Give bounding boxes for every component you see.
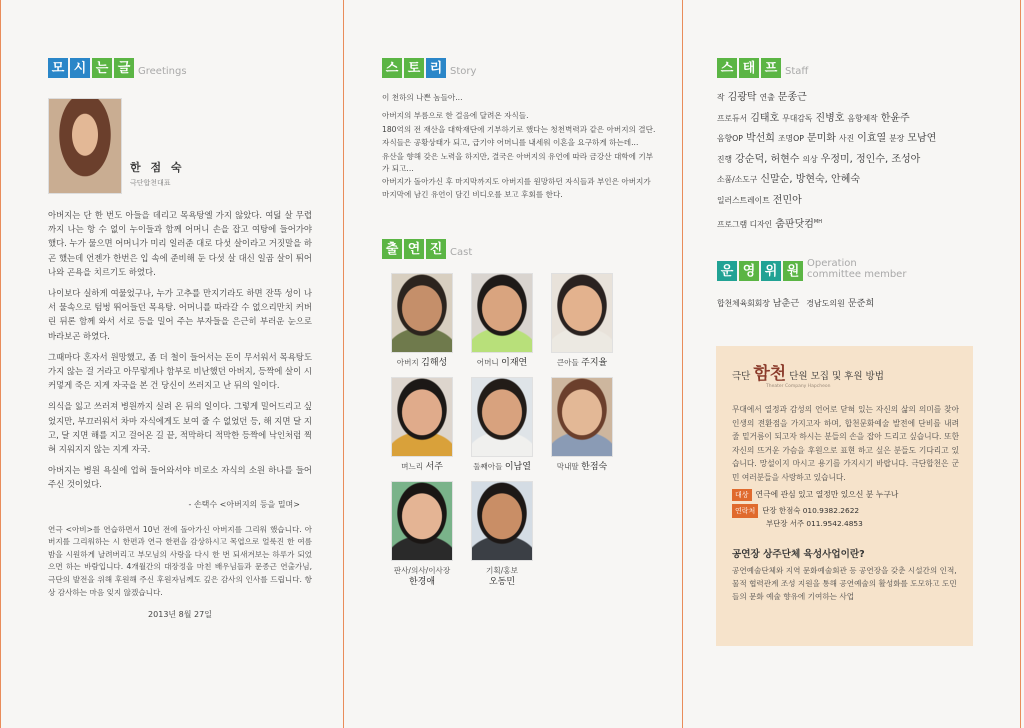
story-line: 유산을 향해 갖은 노력을 하지만, 결국은 아버지의 유언에 따라 금강산 대학에 기부가 되고... bbox=[382, 151, 654, 174]
cast-photo bbox=[391, 377, 453, 457]
target-tag: 대상 bbox=[732, 489, 752, 501]
staff-line bbox=[717, 170, 1004, 191]
staff-role: 음향제작 bbox=[847, 113, 878, 123]
staff-role: 분장 bbox=[889, 134, 905, 144]
cast-name: 이재연 bbox=[501, 358, 528, 369]
cast-label bbox=[382, 565, 462, 588]
staff-name: 문미화 bbox=[806, 133, 836, 145]
cast-role: 판사/의사/이사장 bbox=[393, 566, 451, 576]
heading-english-line: committee member bbox=[807, 268, 907, 280]
member-name: 문준희 bbox=[847, 298, 875, 310]
staff-role: 프로듀서 bbox=[717, 113, 748, 123]
cast-label bbox=[382, 357, 462, 369]
poem-paragraph: 의식을 잃고 쓰러져 병원까지 실려 온 뒤의 일이다. 그렇게 밀어드리고 싶었지만, 부끄러워서 차마 자식에게도 보여 줄 수 없었던 등, 해 지면 달 지고, 달 지면 해를 지고 걸어온 길 끝, 적막하디 적막한 등짝에 낙인처럼 찍혀 지워지지 않는 지게 자국. bbox=[48, 401, 312, 455]
cast-member bbox=[542, 273, 622, 369]
cast-name: 오동민 bbox=[488, 577, 516, 588]
staff-role: 진행 bbox=[717, 154, 733, 164]
staff-heading bbox=[717, 54, 1004, 78]
cast-heading bbox=[382, 235, 657, 259]
cast-role: 막내딸 bbox=[556, 462, 579, 472]
recruit-prefix: 극단 bbox=[732, 371, 751, 382]
cast-member bbox=[462, 273, 542, 369]
heading-tile: 글 bbox=[114, 58, 134, 78]
staff-line bbox=[717, 88, 1004, 109]
staff-role: 의상 bbox=[802, 154, 818, 164]
heading-tile: 출 bbox=[382, 239, 402, 259]
heading-tile: 진 bbox=[426, 239, 446, 259]
greetings-panel bbox=[0, 0, 342, 728]
staff-name: 모남연 bbox=[907, 133, 937, 145]
staff-role: 연출 bbox=[759, 93, 775, 102]
cast-photo bbox=[551, 273, 613, 353]
recruit-target bbox=[732, 489, 959, 501]
cast-role: 아버지 bbox=[396, 358, 419, 368]
cast-member bbox=[542, 377, 622, 473]
cast-name: 한점숙 bbox=[581, 462, 608, 473]
cast-member bbox=[462, 481, 542, 588]
cast-name: 주지율 bbox=[581, 358, 608, 369]
story-line: 아버지의 부름으로 한 걸음에 달려온 자식들. bbox=[382, 111, 529, 121]
poem-paragraph: 나이보다 실하게 여물었구나, 누가 고추를 만지기라도 하면 잔뜩 성이 나서 물속으로 텀벙 뛰어들던 목욕탕. 어머니를 따라갈 수 없으리만치 커버린 뒤론 함께 와서 서로 등을 밀어 주는 부자들을 은근히 부러운 눈으로 바라보곤 하였다. bbox=[48, 288, 312, 341]
cast-label bbox=[542, 357, 622, 369]
story-line: 자식들은 공황상태가 되고, 급기야 어머니를 내세워 이혼을 요구하게 하는데... bbox=[382, 138, 639, 148]
staff-role: 프로그램 디자인 bbox=[717, 219, 773, 229]
cast-label bbox=[462, 357, 542, 369]
contact-line: 단장 한점숙 010.9382.2622 bbox=[762, 505, 860, 515]
staff-line bbox=[717, 150, 1004, 171]
member-name: 남춘근 bbox=[772, 298, 800, 310]
troupe-logo: 함천 bbox=[753, 364, 787, 384]
staff-name: 박선희 bbox=[745, 133, 775, 145]
staff-line bbox=[717, 109, 1004, 130]
cast-label bbox=[462, 461, 542, 473]
director-role: 극단합천대표 bbox=[130, 179, 171, 187]
heading-tile: 리 bbox=[426, 58, 446, 78]
greeting-poem bbox=[48, 208, 312, 492]
heading-english-line: Operation bbox=[807, 258, 857, 270]
story-cast-panel bbox=[344, 0, 681, 728]
greetings-heading bbox=[48, 54, 312, 78]
recruitment-box bbox=[716, 346, 973, 646]
heading-tile: 위 bbox=[761, 261, 781, 281]
story-text bbox=[382, 92, 657, 201]
cast-name: 서주 bbox=[425, 462, 443, 473]
heading-english bbox=[807, 259, 906, 281]
poem-paragraph: 아버지는 병원 욕실에 업혀 들어와서야 비로소 자식의 소원 하나를 들어주신 것이었다. bbox=[48, 465, 312, 490]
greeting-date: 2013년 8월 27일 bbox=[148, 610, 212, 620]
contact-line: 부단장 서주 011.9542.4853 bbox=[766, 518, 863, 528]
closing-message: 연극 <아비>를 연습하면서 10년 전에 돌아가신 아버지를 그리워 했습니다. 아버지를 그리워하는 시 한편과 연극 한편을 감상하시고 목엽으로 얼룩진 한 여름밤을 시원하게 날려버리고 부모님의 사랑을 다시 한 번 되새겨보는 하루가 되었으면 하는 바람입니다. 4개월간의 대장정을 마친 배우님들과 문종근 연출가님, 극단의 발전을 위해 후원해 주신 후원자님께도 깊은 감사의 인사를 드립니다. 항상 감사하는 마음 잊지 않겠습니다. bbox=[48, 524, 312, 597]
staff-role: 음향OP bbox=[717, 134, 743, 144]
heading-tile: 운 bbox=[717, 261, 737, 281]
director-name: 한 점 숙 bbox=[130, 161, 185, 174]
cast-name: 한경애 bbox=[408, 577, 436, 588]
operation-members bbox=[717, 295, 1004, 309]
operation-heading bbox=[717, 255, 1004, 281]
staff-role: 소품/소도구 bbox=[717, 175, 758, 185]
staff-role: 무대감독 bbox=[782, 113, 813, 123]
troupe-logo-subtitle: Theater Company Hapcheon bbox=[766, 384, 831, 389]
cast-photo bbox=[471, 481, 533, 561]
story-line: 이 천하의 나쁜 놈들아... bbox=[382, 93, 463, 102]
contact-tag: 연락처 bbox=[732, 504, 758, 518]
staff-name: 이효열 bbox=[857, 133, 887, 145]
staff-name: 한윤주 bbox=[880, 112, 910, 124]
member-role: 합천체육회회장 bbox=[717, 299, 770, 309]
heading-english: Greetings bbox=[138, 65, 187, 77]
heading-english: Story bbox=[450, 65, 477, 77]
cast-role: 기획/홍보 bbox=[486, 566, 518, 576]
program-question-body: 공연예술단체와 지역 문화예술회관 등 공연장을 갖춘 시설간의 인적, 물적 협력관계 조성 지원을 통해 공연예술의 활성화를 도모하고 도민들의 문화 예술 향유에 기여하는 사업 bbox=[732, 565, 957, 601]
staff-name: 김광탁 bbox=[727, 92, 757, 103]
cast-photo bbox=[391, 481, 453, 561]
story-heading bbox=[382, 54, 657, 78]
story-line: 180억의 전 재산을 대학재단에 기부하기로 했다는 청천벽력과 같은 아버지의 결단. bbox=[382, 124, 656, 134]
cast-photo bbox=[551, 377, 613, 457]
cast-role: 큰아들 bbox=[556, 358, 579, 368]
heading-tile: 연 bbox=[404, 239, 424, 259]
heading-tile: 모 bbox=[48, 58, 68, 78]
cast-grid bbox=[382, 273, 657, 588]
cast-member bbox=[382, 273, 462, 369]
target-text: 연극에 관심 있고 열정만 있으신 분 누구나 bbox=[755, 490, 899, 500]
heading-english: Staff bbox=[785, 65, 809, 77]
cast-label bbox=[382, 461, 462, 473]
staff-name: 진병호 bbox=[815, 112, 845, 124]
staff-role: 작 bbox=[717, 93, 725, 102]
heading-tile: 원 bbox=[783, 261, 803, 281]
mh-mark: MH bbox=[813, 218, 822, 225]
heading-tile: 프 bbox=[761, 58, 781, 78]
staff-name: 전민아 bbox=[772, 194, 802, 206]
cast-photo bbox=[391, 273, 453, 353]
heading-tile: 스 bbox=[717, 58, 737, 78]
staff-line bbox=[717, 212, 1004, 236]
cast-name: 김해성 bbox=[421, 358, 448, 369]
cast-role: 며느리 bbox=[401, 462, 424, 472]
staff-name: 신말순, 방현숙, 안혜숙 bbox=[760, 174, 861, 186]
director-portrait-photo bbox=[48, 98, 122, 194]
staff-name: 김태호 bbox=[750, 112, 780, 124]
poem-paragraph: 그때마다 혼자서 원망했고, 좀 더 철이 들어서는 돈이 무서워서 목욕탕도 가지 않는 걸 거라고 아무렇게나 함부로 비난했던 아버지, 등짝에 살이 시커멓게 죽은 지게 자국을 본 건 당신이 쓰러지고 난 뒤의 일이다. bbox=[48, 351, 312, 391]
cast-label bbox=[542, 461, 622, 473]
staff-name: 춤판닷컴 bbox=[775, 218, 814, 230]
staff-role: 일러스트레이트 bbox=[717, 195, 770, 205]
member-role: 경남도의원 bbox=[806, 299, 845, 309]
staff-list bbox=[717, 88, 1004, 235]
cast-name: 이남열 bbox=[504, 462, 531, 473]
staff-name: 문종근 bbox=[777, 92, 807, 103]
staff-line bbox=[717, 191, 1004, 212]
recruit-contact bbox=[732, 504, 959, 530]
recruit-title-text: 단원 모집 및 후원 방법 bbox=[789, 371, 884, 382]
staff-name: 강순덕, 허현수 bbox=[735, 153, 800, 165]
cast-member bbox=[382, 481, 462, 588]
recruit-body: 무대에서 열정과 감성의 언어로 닫혀 있는 자신의 삶의 의미를 찾아 인생의 전환점을 가지고자 하며, 합천문화예술 발전에 단비를 내려줄 밑거름이 되고자 하시는 분들의 손을 잡아 드리고 싶습니다. 또한 자신의 뜨거운 가슴을 후원으로 표현 하고 싶은 분들도 기다리고 있습니다. 망설이지 마시고 용기를 가지시기 바랍니다. 극단합천은 군민 여러분들을 사랑하고 있습니다. bbox=[732, 405, 959, 482]
heading-tile: 태 bbox=[739, 58, 759, 78]
staff-role: 사진 bbox=[839, 134, 855, 144]
cast-member bbox=[462, 377, 542, 473]
staff-panel bbox=[683, 0, 1024, 728]
cast-label bbox=[462, 565, 542, 588]
poem-attribution: - 손택수 <아버지의 등을 밀며> bbox=[188, 499, 300, 509]
heading-tile: 시 bbox=[70, 58, 90, 78]
poem-paragraph: 아버지는 단 한 번도 아들을 데리고 목욕탕엘 가지 않았다. 여덟 살 무렵까지 나는 항 수 없이 누이들과 함께 어머니 손을 잡고 여탕에 들어가야 했다. 누가 물으면 어머니가 미리 일러준 대로 다섯 살이라고 거짓말을 하곤 했는데 언젠가 한번은 입 속에 준비해 둔 다섯 살 대신 일곱 살이 튀어나와 곤욕을 치르기도 하였다. bbox=[48, 210, 312, 277]
cast-role: 둘째아들 bbox=[473, 462, 503, 472]
heading-english: Cast bbox=[450, 246, 473, 258]
program-question-title: 공연장 상주단체 육성사업이란? bbox=[732, 548, 865, 560]
staff-line bbox=[717, 129, 1004, 150]
cast-member bbox=[382, 377, 462, 473]
heading-tile: 영 bbox=[739, 261, 759, 281]
heading-tile: 는 bbox=[92, 58, 112, 78]
staff-name: 우정미, 정인수, 조성아 bbox=[820, 153, 921, 165]
cast-photo bbox=[471, 377, 533, 457]
heading-tile: 토 bbox=[404, 58, 424, 78]
heading-tile: 스 bbox=[382, 58, 402, 78]
cast-role: 어머니 bbox=[476, 358, 499, 368]
story-line: 아버지가 돌아가신 후 마지막까지도 아버지를 원망하던 자식들과 부인은 아버지가 마지막에 남긴 유언이 담긴 비디오를 보고 후회를 한다. bbox=[382, 177, 651, 199]
staff-role: 조명OP bbox=[778, 134, 804, 144]
recruit-title bbox=[732, 366, 959, 383]
cast-photo bbox=[471, 273, 533, 353]
